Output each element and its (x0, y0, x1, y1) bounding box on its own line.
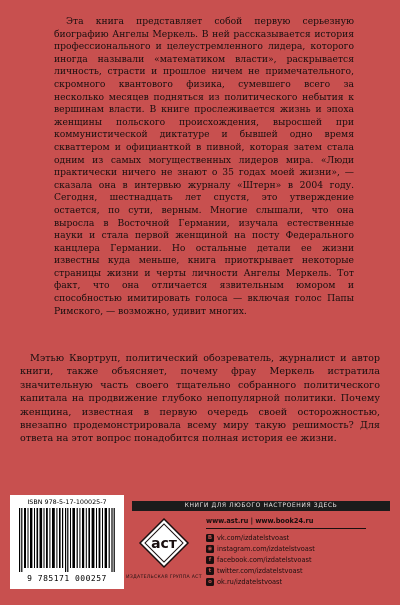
vk-icon: B (207, 534, 213, 541)
isbn-label: ISBN 978-5-17-100025-7 (27, 498, 107, 506)
social-link-label: twitter.com/izdatelstvoast (217, 566, 303, 575)
twitter-icon: t (206, 567, 214, 575)
blurb-paragraph-1: Эта книга представляет собой первую серьезную биографию Ангелы Меркель. В ней рассказывается история профессионального и целеустремленного лидера, которого иногда называли «математиком власти», раскрывается личность, страсти и прошлое ничем не примечательного, скромного квантового физика, сумевшего всего за несколько месяцев подняться из политического небытия к вершинам власти. В книге прослеживается жизнь и эпоха женщины польского происхождения, выросшей при коммунистической диктатуре и бывшей одно время скваттером и официанткой в пивной, которая затем стала одним из самых могущественных лидеров мира. «Люди практически ничего не знают о 35 годах моей жизни», — сказала она в интервью журналу «Штерн» в 2004 году. Сегодня, шестнадцать лет спустя, это утверждение остается, по сути, верным. Многие слышали, что она выросла в Восточной Германии, изучала естественные науки и стала первой женщиной на посту Федерального канцлера Германии. Но остальные детали ее жизни известны куда меньше, книга приоткрывает некоторые страницы жизни и черты личности Ангелы Меркель. Тот факт, что она отличается язвительным юмором и способностью имитировать голоса — включая голос Папы Римского, — возможно, удивит многих. (54, 16, 354, 317)
tagline-banner: КНИГИ ДЛЯ ЛЮБОГО НАСТРОЕНИЯ ЗДЕСЬ (132, 501, 390, 511)
social-link-instagram[interactable] (206, 543, 396, 554)
logo-text: аст (151, 536, 177, 552)
social-link-odnoklassniki[interactable] (206, 576, 396, 587)
blurb-main (54, 16, 354, 318)
social-link-label: ok.ru/izdatelstvoast (217, 577, 283, 586)
ast-logo-icon (138, 517, 190, 569)
social-link-facebook[interactable] (206, 554, 396, 565)
publisher-links (206, 517, 396, 587)
social-link-label: facebook.com/izdatelstvoast (217, 555, 312, 564)
barcode-number: 9 785171 000257 (27, 574, 107, 583)
social-link-label: vk.com/izdatelstvoast (217, 533, 290, 542)
blurb-secondary (20, 352, 380, 446)
barcode-icon (17, 508, 117, 572)
instagram-icon: ◉ (207, 545, 213, 552)
social-link-twitter[interactable] (206, 565, 396, 576)
website-link[interactable]: www.ast.ru | www.book24.ru (206, 517, 366, 529)
back-cover-footer (0, 495, 400, 605)
social-link-vk[interactable] (206, 532, 396, 543)
blurb-paragraph-2: Мэтью Квортруп, политический обозреватель, журналист и автор книги, также объясняет, почему фрау Меркель истратила значительную часть своего тщательно собранного политического капитала на продвижение глубоко непопулярной политики. Почему женщина, известная в первую очередь своей осторожностью, внезапно продемонстрировала всему миру такую решимость? Для ответа на этот вопрос понадобится полная история ее жизни. (20, 353, 380, 445)
odnoklassniki-icon: o (206, 578, 214, 586)
social-link-label: instagram.com/izdatelstvoast (217, 544, 315, 553)
logo-caption: ИЗДАТЕЛЬСКАЯ ГРУППА АСТ (126, 575, 202, 580)
isbn-barcode-block (10, 495, 124, 589)
facebook-icon: f (206, 556, 214, 564)
